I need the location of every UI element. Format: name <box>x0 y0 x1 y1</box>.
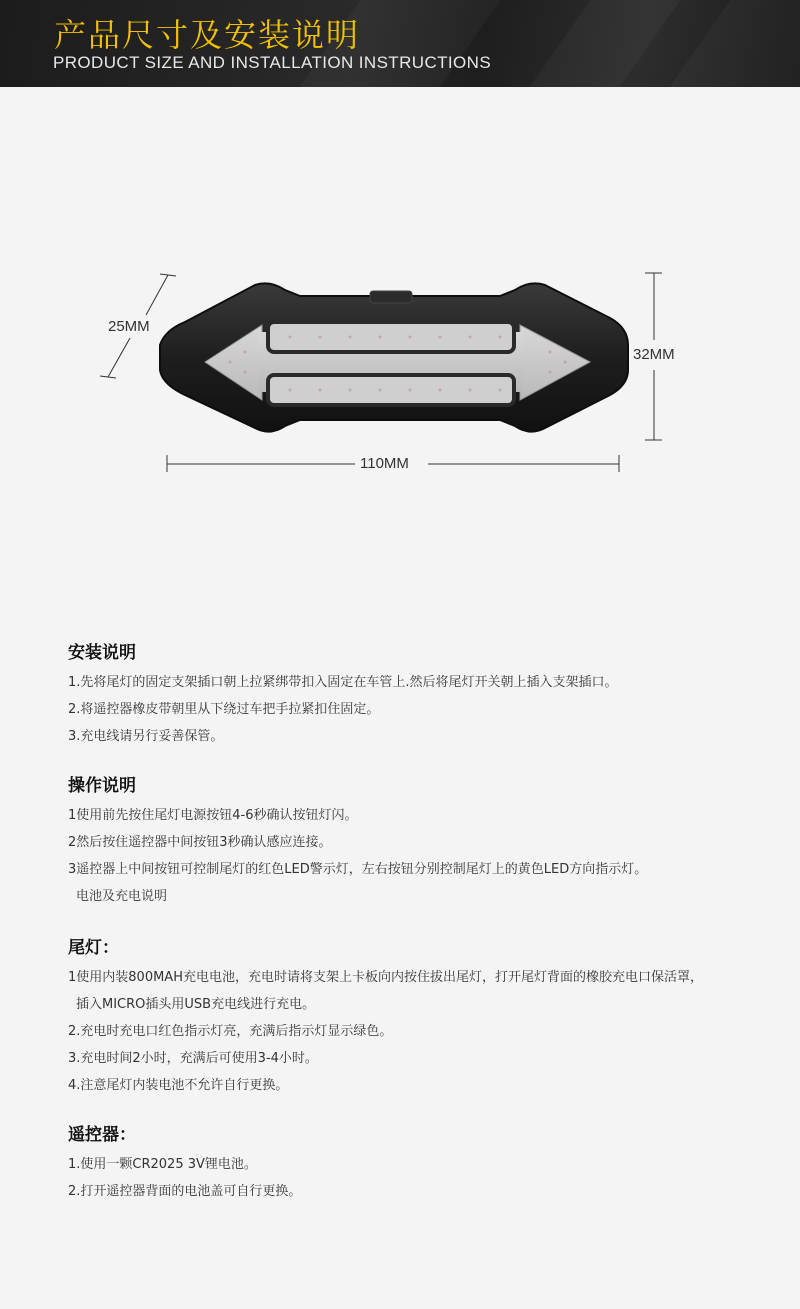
taillight-line: 4.注意尾灯内装电池不允许自行更换。 <box>68 1078 289 1093</box>
page-subtitle: PRODUCT SIZE AND INSTALLATION INSTRUCTIONS <box>53 53 492 72</box>
taillight-line: 1使用内装800MAH充电电池，充电时请将支架上卡板向内按住拔出尾灯，打开尾灯背面的橡胶充电口保活罩， <box>68 970 703 985</box>
header-facet <box>530 0 681 87</box>
power-button <box>370 291 412 303</box>
operation-heading: 操作说明 <box>68 776 136 796</box>
remote-line: 1.使用一颗CR2025 3V锂电池。 <box>68 1157 257 1172</box>
header-banner <box>0 0 800 87</box>
lower-led-bar <box>268 375 514 405</box>
install-heading: 安装说明 <box>68 643 136 663</box>
operation-line: 2然后按住遥控器中间按钮3秒确认感应连接。 <box>68 835 332 850</box>
install-line: 3.充电线请另行妥善保管。 <box>68 729 224 744</box>
operation-line: 3遥控器上中间按钮可控制尾灯的红色LED警示灯，左右按钮分别控制尾灯上的黄色LED方向指示灯。 <box>68 862 648 877</box>
remote-line: 2.打开遥控器背面的电池盖可自行更换。 <box>68 1184 302 1199</box>
taillight-heading: 尾灯： <box>68 938 119 958</box>
taillight-line: 插入MICRO插头用USB充电线进行充电。 <box>76 997 316 1012</box>
width-dimension-label: 110MM <box>360 455 409 472</box>
page-title: 产品尺寸及安装说明 <box>54 16 361 54</box>
taillight-line: 2.充电时充电口红色指示灯亮，充满后指示灯显示绿色。 <box>68 1024 393 1039</box>
height-dimension-label: 32MM <box>633 346 675 363</box>
install-section <box>68 638 768 750</box>
operation-section <box>68 771 768 910</box>
upper-led-bar <box>268 322 514 352</box>
install-line: 2.将遥控器橡皮带朝里从下绕过车把手拉紧扣住固定。 <box>68 702 380 717</box>
tail-light-drawing <box>0 87 800 647</box>
taillight-line: 3.充电时间2小时，充满后可使用3-4小时。 <box>68 1051 318 1066</box>
operation-line: 1使用前先按住尾灯电源按钮4-6秒确认按钮灯闪。 <box>68 808 358 823</box>
remote-section <box>68 1120 768 1205</box>
operation-line: 电池及充电说明 <box>76 889 168 904</box>
taillight-section <box>68 933 768 1099</box>
install-line: 1.先将尾灯的固定支架插口朝上拉紧绑带扣入固定在车管上.然后将尾灯开关朝上插入支架插口。 <box>68 675 618 690</box>
remote-heading: 遥控器： <box>68 1125 136 1145</box>
depth-dimension-label: 25MM <box>108 318 150 335</box>
product-dimension-figure <box>0 87 800 647</box>
header-facet <box>670 0 800 87</box>
